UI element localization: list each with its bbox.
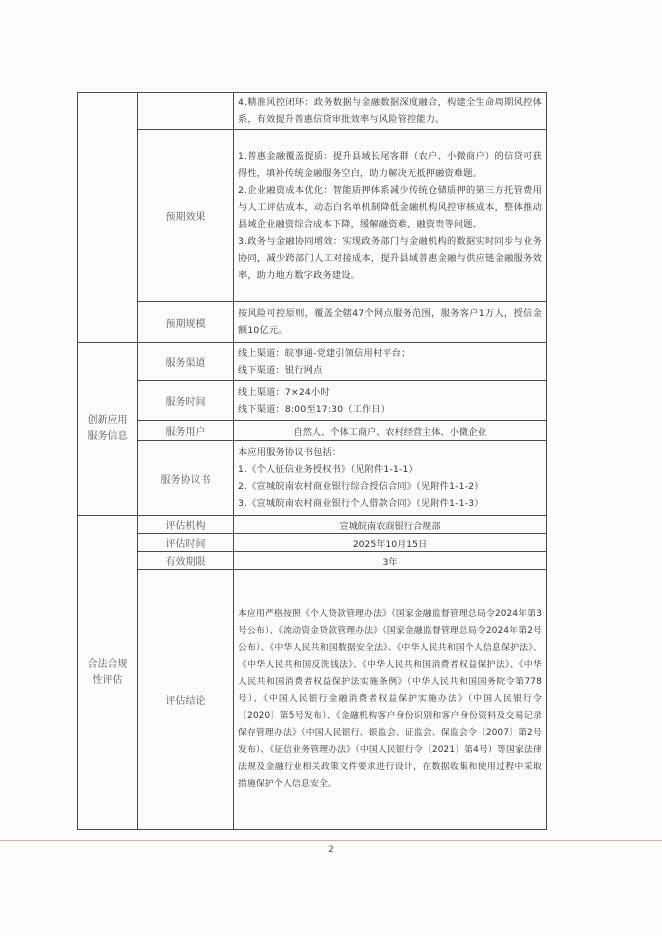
service-channel-content <box>234 343 547 381</box>
expected-scale-label: 预期规模 <box>138 302 234 343</box>
compliance-section-label: 合法合规性评估 <box>78 516 138 830</box>
eval-org-value: 宣城皖南农商银行合规部 <box>234 516 547 534</box>
eval-conclusion-text: 本应用严格按照《个人贷款管理办法》（国家金融监督管理总局令2024年第3号公布）、《流动资金贷款管理办法》（国家金融监督管理总局令2024年第2号公布）、《中华人民共和国数据安全法》、《中华人民共和国个人信息保护法》、《中华人民共和国反洗钱法》、《中华人民共和国消费者权益保护法》、《中华人民共和国消费者权益保护法实施条例》（中华人民共和国国务院令第778号）、《中国人民银行金融消费者权益保护实施办法》（中国人民银行令〔2020〕第5号发布）、《金融机构客户身份识别和客户身份资料及交易记录保存管理办法》（中国人民银行、银监会、证监会、保监会令〔2007〕第2号发布）、《征信业务管理办法》（中国人民银行令〔2021〕第4号）等国家法律法规及金融行业相关政策文件要求进行设计，在数据收集和使用过程中采取措施保护个人信息安全。 <box>234 570 547 830</box>
blank-label-cell <box>138 93 234 130</box>
application-info-table <box>77 92 547 830</box>
eval-date-label: 评估时间 <box>138 534 234 552</box>
valid-period-label: 有效期限 <box>138 552 234 570</box>
eval-conclusion-row <box>78 570 547 830</box>
time-offline: 线下渠道：8:00至17:30（工作日） <box>238 403 391 415</box>
eval-date-row <box>78 534 547 552</box>
expected-scale-row <box>78 302 547 343</box>
effect-item-1: 1.普惠金融覆盖提质：提升县域长尾客群（农户、小微商户）的信贷可获得性，填补传统金融服务空白，助力解决无抵押融资难题。 <box>238 150 542 179</box>
eval-conclusion-label: 评估结论 <box>138 570 234 830</box>
service-agreement-row <box>78 441 547 516</box>
channel-offline: 线下渠道：银行网点 <box>238 364 323 376</box>
blank-section-cell <box>78 93 138 343</box>
service-users-row <box>78 421 547 441</box>
service-users-label: 服务用户 <box>138 421 234 441</box>
service-time-row <box>78 381 547 421</box>
agreement-intro: 本应用服务协议书包括： <box>238 447 342 458</box>
service-info-section-label: 创新应用服务信息 <box>78 343 138 516</box>
valid-period-value: 3年 <box>234 552 547 570</box>
eval-org-label: 评估机构 <box>138 516 234 534</box>
effect-item-2: 2.企业融资成本优化：智能质押体系减少传统仓储质押的第三方托管费用与人工评估成本，动态白名单机制降低金融机构风控审核成本，整体推动县域企业融资综合成本下降，缓解融资难、融资贵等问题。 <box>238 184 542 230</box>
service-agreement-content <box>234 441 547 516</box>
time-online: 线上渠道：7×24小时 <box>238 386 330 398</box>
service-channel-label: 服务渠道 <box>138 343 234 381</box>
service-users-value: 自然人、个体工商户、农村经营主体、小微企业 <box>234 421 547 441</box>
service-time-label: 服务时间 <box>138 381 234 421</box>
service-time-content <box>234 381 547 421</box>
risk-control-text: 4.精准风控闭环：政务数据与金融数据深度融合，构建全生命周期风控体系，有效提升普惠信贷审批效率与风险管控能力。 <box>234 93 547 130</box>
valid-period-row <box>78 552 547 570</box>
risk-control-row <box>78 93 547 130</box>
eval-org-row <box>78 516 547 534</box>
expected-effect-content <box>234 130 547 302</box>
agreement-item-1: 1.《个人征信业务授权书》（见附件1-1-1） <box>238 464 418 475</box>
expected-effect-row <box>78 130 547 302</box>
service-channel-row <box>78 343 547 381</box>
footer-divider <box>0 840 662 841</box>
agreement-item-3: 3.《宣城皖南农村商业银行个人借款合同》（见附件1-1-3） <box>238 498 484 509</box>
eval-date-value: 2025年10月15日 <box>234 534 547 552</box>
service-agreement-label: 服务协议书 <box>138 441 234 516</box>
expected-scale-text: 按风险可控原则，覆盖全辖47个网点服务范围，服务客户1万人，授信金额10亿元。 <box>234 302 547 343</box>
channel-online: 线上渠道：皖事通-党建引领信用村平台； <box>238 347 411 359</box>
page-number: 2 <box>328 845 334 855</box>
effect-item-3: 3.政务与金融协同增效：实现政务部门与金融机构的数据实时同步与业务协同，减少跨部门人工对接成本，提升县域普惠金融与供应链金融服务效率，助力地方数字政务建设。 <box>238 235 542 281</box>
agreement-item-2: 2.《宣城皖南农村商业银行综合授信合同》（见附件1-1-2） <box>238 481 484 492</box>
expected-effect-label: 预期效果 <box>138 130 234 302</box>
